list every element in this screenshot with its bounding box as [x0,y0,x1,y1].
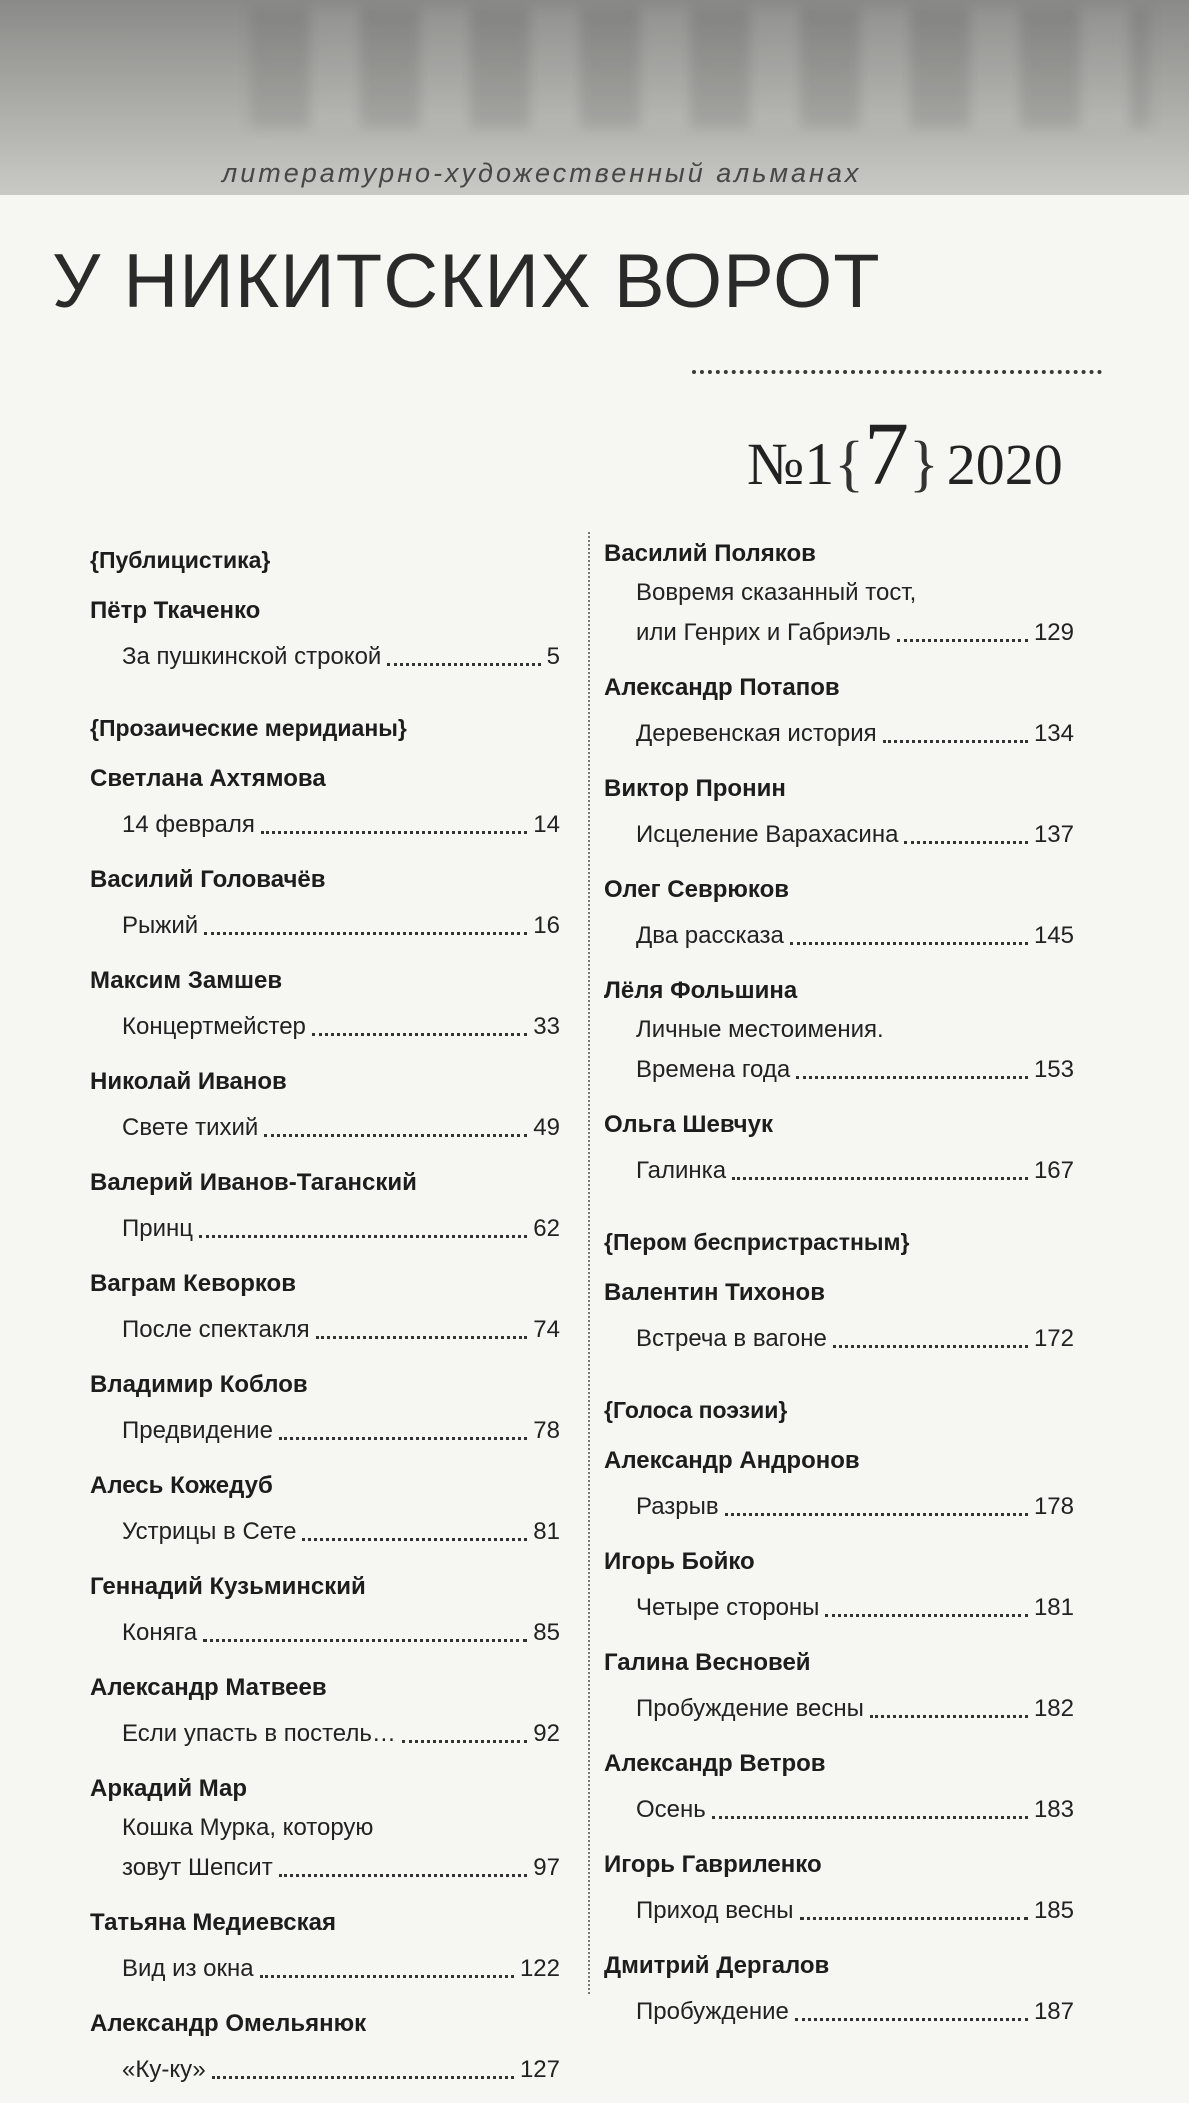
page-number: 62 [533,1214,560,1242]
toc-right-column [604,532,1074,2045]
entry-work[interactable] [90,1306,560,1353]
toc-entry [90,589,560,680]
page-number: 33 [533,1012,560,1040]
entry-author: Ольга Шевчук [604,1111,773,1138]
dot-leader [199,1235,527,1238]
entry-work[interactable] [90,1003,560,1050]
work-title: Рыжий [122,911,199,939]
entry-work[interactable] [604,1887,1074,1934]
entry-work[interactable] [604,1483,1074,1530]
entry-author: Василий Поляков [604,540,816,567]
dot-leader [725,1513,1028,1516]
entry-author: Виктор Пронин [604,775,786,802]
page-number: 145 [1033,921,1074,949]
entry-work[interactable] [604,1315,1074,1362]
entry-work[interactable] [604,912,1074,959]
issue-big-number: 7 [864,405,910,504]
work-title: Пробуждение [636,1997,789,2025]
entry-work[interactable] [90,2046,560,2093]
entry-work[interactable] [604,1786,1074,1833]
issue-brace-close: } [909,430,939,498]
page-number: 185 [1033,1896,1074,1924]
entry-author: Максим Замшев [90,967,283,994]
page-number: 172 [1033,1324,1074,1352]
issue-number [747,405,1063,504]
entry-work[interactable] [90,902,560,949]
work-title: или Генрих и Габриэль [636,618,891,646]
dot-leader [204,932,527,935]
entry-author: Александр Матвеев [90,1674,327,1701]
dot-leader [897,639,1028,642]
entry-author: Светлана Ахтямова [90,765,326,792]
entry-work[interactable] [90,1104,560,1151]
work-title: За пушкинской строкой [122,642,382,670]
toc-entry [604,1439,1074,1530]
work-title: Концертмейстер [122,1012,306,1040]
toc-entry [90,757,560,848]
work-title: Галинка [636,1156,727,1184]
work-title: Четыре стороны [636,1593,820,1621]
work-title: Времена года [636,1055,791,1083]
dot-leader [402,1740,527,1743]
toc-left-column [90,532,560,2103]
toc-entry [604,666,1074,757]
entry-author: Галина Весновей [604,1649,811,1676]
work-title: Деревенская история [636,719,877,747]
dot-leader [264,1134,527,1137]
entry-author: Татьяна Медиевская [90,1909,336,1936]
page-number: 49 [533,1113,560,1141]
page-number: 137 [1033,820,1074,848]
page-number: 178 [1033,1492,1074,1520]
dot-leader [316,1336,528,1339]
toc-entry [604,1944,1074,2035]
entry-author: Олег Севрюков [604,876,789,903]
work-title: Если упасть в постель… [122,1719,396,1747]
entry-author: Валерий Иванов-Таганский [90,1169,417,1196]
section-heading: {Публицистика} [90,547,271,573]
dot-leader [279,1437,527,1440]
work-title-line[interactable]: Вовремя сказанный тост, [636,578,917,606]
entry-work[interactable] [90,1945,560,1992]
dot-leader [261,831,527,834]
work-title: Коняга [122,1618,198,1646]
dot-leader [732,1177,1028,1180]
entry-work[interactable] [604,609,1074,656]
dot-leader [795,2018,1028,2021]
entry-work[interactable] [90,633,560,680]
work-title: зовут Шепсит [122,1853,273,1881]
toc-entry [604,767,1074,858]
page-number: 85 [533,1618,560,1646]
work-title: Приход весны [636,1896,794,1924]
page-number: 122 [519,1954,560,1982]
toc-entry [604,1271,1074,1362]
work-title: «Ку-ку» [122,2055,206,2083]
work-title: Предвидение [122,1416,273,1444]
toc-entry [90,1262,560,1353]
entry-work[interactable] [90,1407,560,1454]
entry-work[interactable] [90,801,560,848]
page-number: 78 [533,1416,560,1444]
dot-leader [279,1874,528,1877]
toc-entry [90,1060,560,1151]
bleed-through-texture [250,8,1150,128]
page-number: 182 [1033,1694,1074,1722]
work-title: Два рассказа [636,921,784,949]
dot-leader [796,1076,1028,1079]
work-title: Пробуждение весны [636,1694,864,1722]
page-number: 97 [533,1853,560,1881]
entry-author: Лёля Фольшина [604,977,798,1004]
section-heading: {Прозаические меридианы} [90,715,407,741]
toc-entry [604,1742,1074,1833]
work-title: Осень [636,1795,706,1823]
entry-author: Александр Омельянюк [90,2010,367,2037]
toc-entry [90,1464,560,1555]
page-number: 74 [533,1315,560,1343]
work-title: Встреча в вагоне [636,1324,827,1352]
entry-work[interactable] [604,1147,1074,1194]
page-number: 181 [1033,1593,1074,1621]
toc-entry [604,868,1074,959]
entry-author: Ваграм Кеворков [90,1270,296,1297]
entry-author: Пётр Ткаченко [90,597,261,624]
page-number: 127 [519,2055,560,2083]
almanac-subtitle: литературно-художественный альманах [222,158,862,188]
dot-leader [302,1538,527,1541]
column-divider [588,532,590,1994]
toc-entry [604,1103,1074,1194]
entry-work[interactable] [604,1988,1074,2035]
toc-entry [90,1767,560,1891]
toc-entry [604,1843,1074,1934]
toc-entry [90,1901,560,1992]
entry-work[interactable] [90,1508,560,1555]
page-number: 183 [1033,1795,1074,1823]
entry-author: Валентин Тихонов [604,1279,825,1306]
entry-work[interactable] [90,1710,560,1757]
dot-leader [790,942,1028,945]
page-number: 81 [533,1517,560,1545]
page-number: 167 [1033,1156,1074,1184]
entry-work[interactable] [90,1844,560,1891]
page-number: 16 [533,911,560,939]
issue-brace-open: { [834,430,865,498]
dot-leader [883,740,1028,743]
entry-author: Аркадий Мар [90,1775,248,1802]
issue-year: 2020 [946,432,1063,497]
work-title-line[interactable]: Личные местоимения. [636,1015,884,1043]
work-title: Исцеление Варахасина [636,820,899,848]
toc-entry [90,1363,560,1454]
dot-leader [800,1917,1028,1920]
entry-work[interactable] [604,1685,1074,1732]
toc-entry [604,1641,1074,1732]
dot-leader [212,2076,514,2079]
page-number: 187 [1033,1997,1074,2025]
page-number: 5 [546,642,560,670]
toc-entry [90,1666,560,1757]
dot-leader [904,841,1028,844]
toc-entry [604,532,1074,656]
entry-work[interactable] [604,811,1074,858]
work-title: 14 февраля [122,810,255,838]
page-number: 129 [1033,618,1074,646]
work-title: Вид из окна [122,1954,254,1982]
issue-prefix: №1 [747,431,835,497]
toc-entry [90,2002,560,2093]
page-number: 153 [1033,1055,1074,1083]
entry-work[interactable] [604,1046,1074,1093]
dot-leader [870,1715,1028,1718]
entry-work[interactable] [604,710,1074,757]
toc-entry [604,1540,1074,1631]
work-title: Принц [122,1214,194,1242]
work-title: После спектакля [122,1315,310,1343]
entry-author: Александр Ветров [604,1750,826,1777]
dot-leader [260,1975,514,1978]
entry-author: Дмитрий Дергалов [604,1952,830,1979]
work-title: Устрицы в Сете [122,1517,297,1545]
entry-author: Игорь Гавриленко [604,1851,822,1878]
section-heading: {Голоса поэзии} [604,1397,788,1423]
dot-leader [712,1816,1028,1819]
toc-entry [90,1161,560,1252]
work-title: Свете тихий [122,1113,259,1141]
entry-author: Владимир Коблов [90,1371,308,1398]
section-heading: {Пером беспристрастным} [604,1229,910,1255]
entry-author: Александр Потапов [604,674,840,701]
entry-author: Николай Иванов [90,1068,287,1095]
entry-author: Алесь Кожедуб [90,1472,273,1499]
entry-author: Геннадий Кузьминский [90,1573,366,1600]
entry-author: Игорь Бойко [604,1548,755,1575]
entry-author: Василий Головачёв [90,866,326,893]
page-number: 14 [533,810,560,838]
dot-leader [387,663,540,666]
toc-entry [604,969,1074,1093]
dot-leader [203,1639,527,1642]
dot-leader [833,1345,1028,1348]
dotted-rule [692,370,1102,374]
entry-work[interactable] [90,1609,560,1656]
entry-work[interactable] [604,1584,1074,1631]
almanac-title: У НИКИТСКИХ ВОРОТ [52,239,881,324]
entry-work[interactable] [90,1205,560,1252]
work-title-line[interactable]: Кошка Мурка, которую [122,1813,374,1841]
dot-leader [312,1033,527,1036]
page-number: 134 [1033,719,1074,747]
toc-entry [90,1565,560,1656]
toc-entry [90,959,560,1050]
entry-author: Александр Андронов [604,1447,860,1474]
dot-leader [825,1614,1028,1617]
page-number: 92 [533,1719,560,1747]
toc-entry [90,858,560,949]
work-title: Разрыв [636,1492,719,1520]
